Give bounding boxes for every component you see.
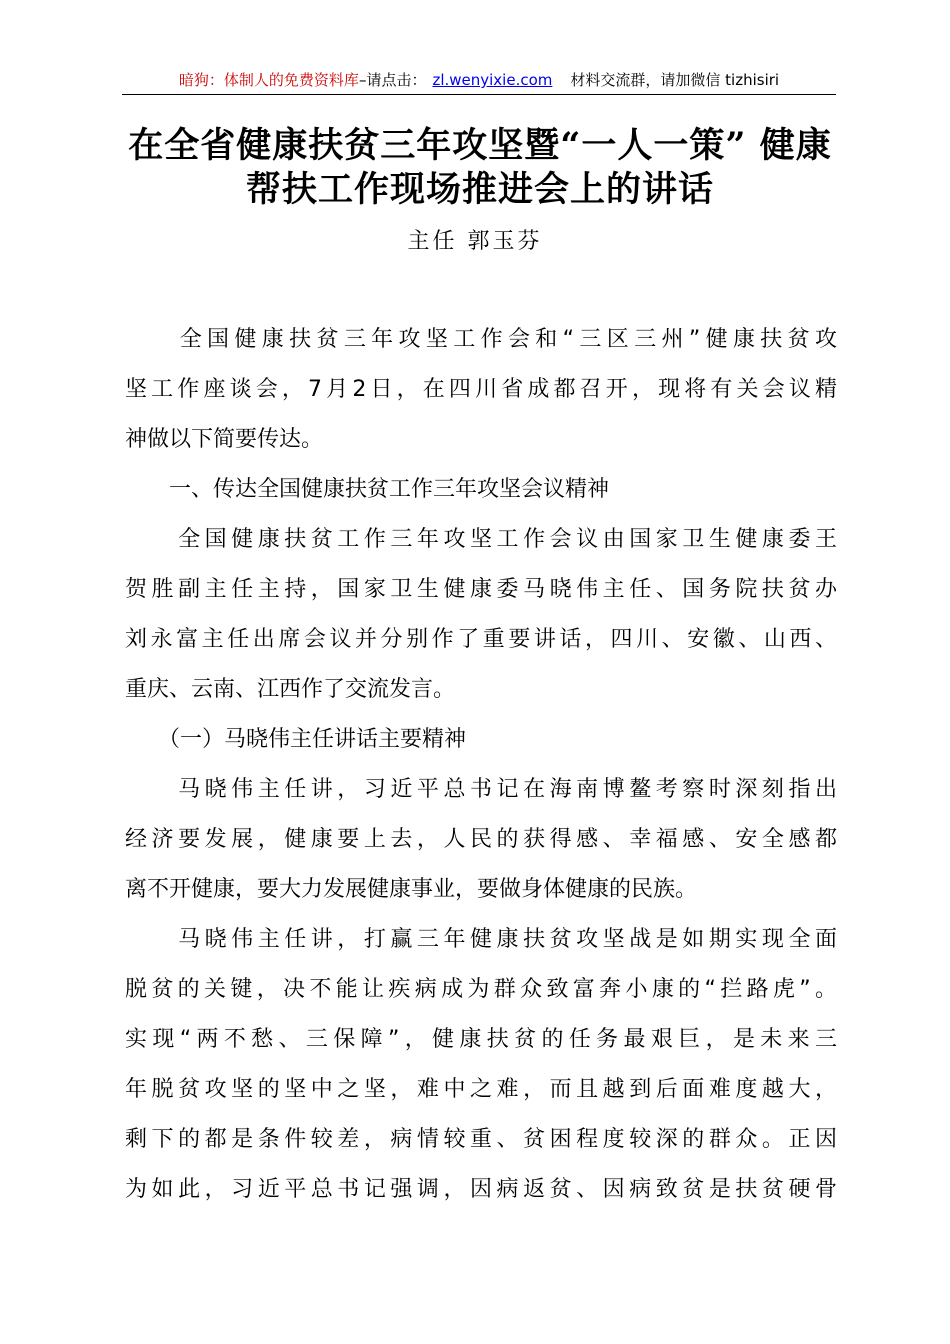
body-line: 刘永富主任出席会议并分别作了重要讲话，四川、安徽、山西、 xyxy=(125,627,837,652)
header-library-name: 暗狗：体制人的免费资料库 xyxy=(178,71,359,89)
body-line: 马晓伟主任讲，习近平总书记在海南博鳌考察时深刻指出 xyxy=(125,777,837,802)
document-header xyxy=(122,66,836,95)
body-line: 神做以下简要传达。 xyxy=(125,427,324,452)
header-wechat-note: 材料交流群，请加微信 tizhisiri xyxy=(570,71,780,89)
body-line: 全国健康扶贫工作三年攻坚工作会议由国家卫生健康委王 xyxy=(125,527,837,552)
body-line: 年脱贫攻坚的坚中之坚，难中之难，而且越到后面难度越大， xyxy=(125,1077,837,1102)
body-line: 重庆、云南、江西作了交流发言。 xyxy=(125,677,456,702)
body-line: 全国健康扶贫三年攻坚工作会和“三区三州”健康扶贫攻 xyxy=(125,327,837,352)
body-line: 离不开健康，要大力发展健康事业，要做身体健康的民族。 xyxy=(125,877,698,902)
body-line: 为如此，习近平总书记强调，因病返贫、因病致贫是扶贫硬骨 xyxy=(125,1177,837,1202)
body-line: 实现“两不愁、三保障”，健康扶贫的任务最艰巨，是未来三 xyxy=(125,1027,837,1052)
body-line: 马晓伟主任讲，打赢三年健康扶贫攻坚战是如期实现全面 xyxy=(125,927,837,952)
body-line: 坚工作座谈会，7月2日，在四川省成都召开，现将有关会议精 xyxy=(125,377,837,402)
subsection-heading: （一）马晓伟主任讲话主要精神 xyxy=(125,727,467,752)
document-title-line-2: 帮扶工作现场推进会上的讲话 xyxy=(245,169,714,210)
body-line: 剩下的都是条件较差，病情较重、贫困程度较深的群众。正因 xyxy=(125,1127,837,1152)
body-line: 贺胜副主任主持，国家卫生健康委马晓伟主任、国务院扶贫办 xyxy=(125,577,837,602)
author-line: 主任 郭玉芬 xyxy=(407,229,543,254)
section-heading: 一、传达全国健康扶贫工作三年攻坚会议精神 xyxy=(125,477,610,502)
body-line: 脱贫的关键，决不能让疾病成为群众致富奔小康的“拦路虎”。 xyxy=(125,977,837,1002)
body-line: 经济要发展，健康要上去，人民的获得感、幸福感、安全感都 xyxy=(125,827,837,852)
document-title-line-1: 在全省健康扶贫三年攻坚暨“一人一策” 健康 xyxy=(128,125,832,166)
header-link[interactable]: zl.wenyixie.com xyxy=(432,71,553,89)
header-click-prompt: –请点击： xyxy=(358,71,427,89)
